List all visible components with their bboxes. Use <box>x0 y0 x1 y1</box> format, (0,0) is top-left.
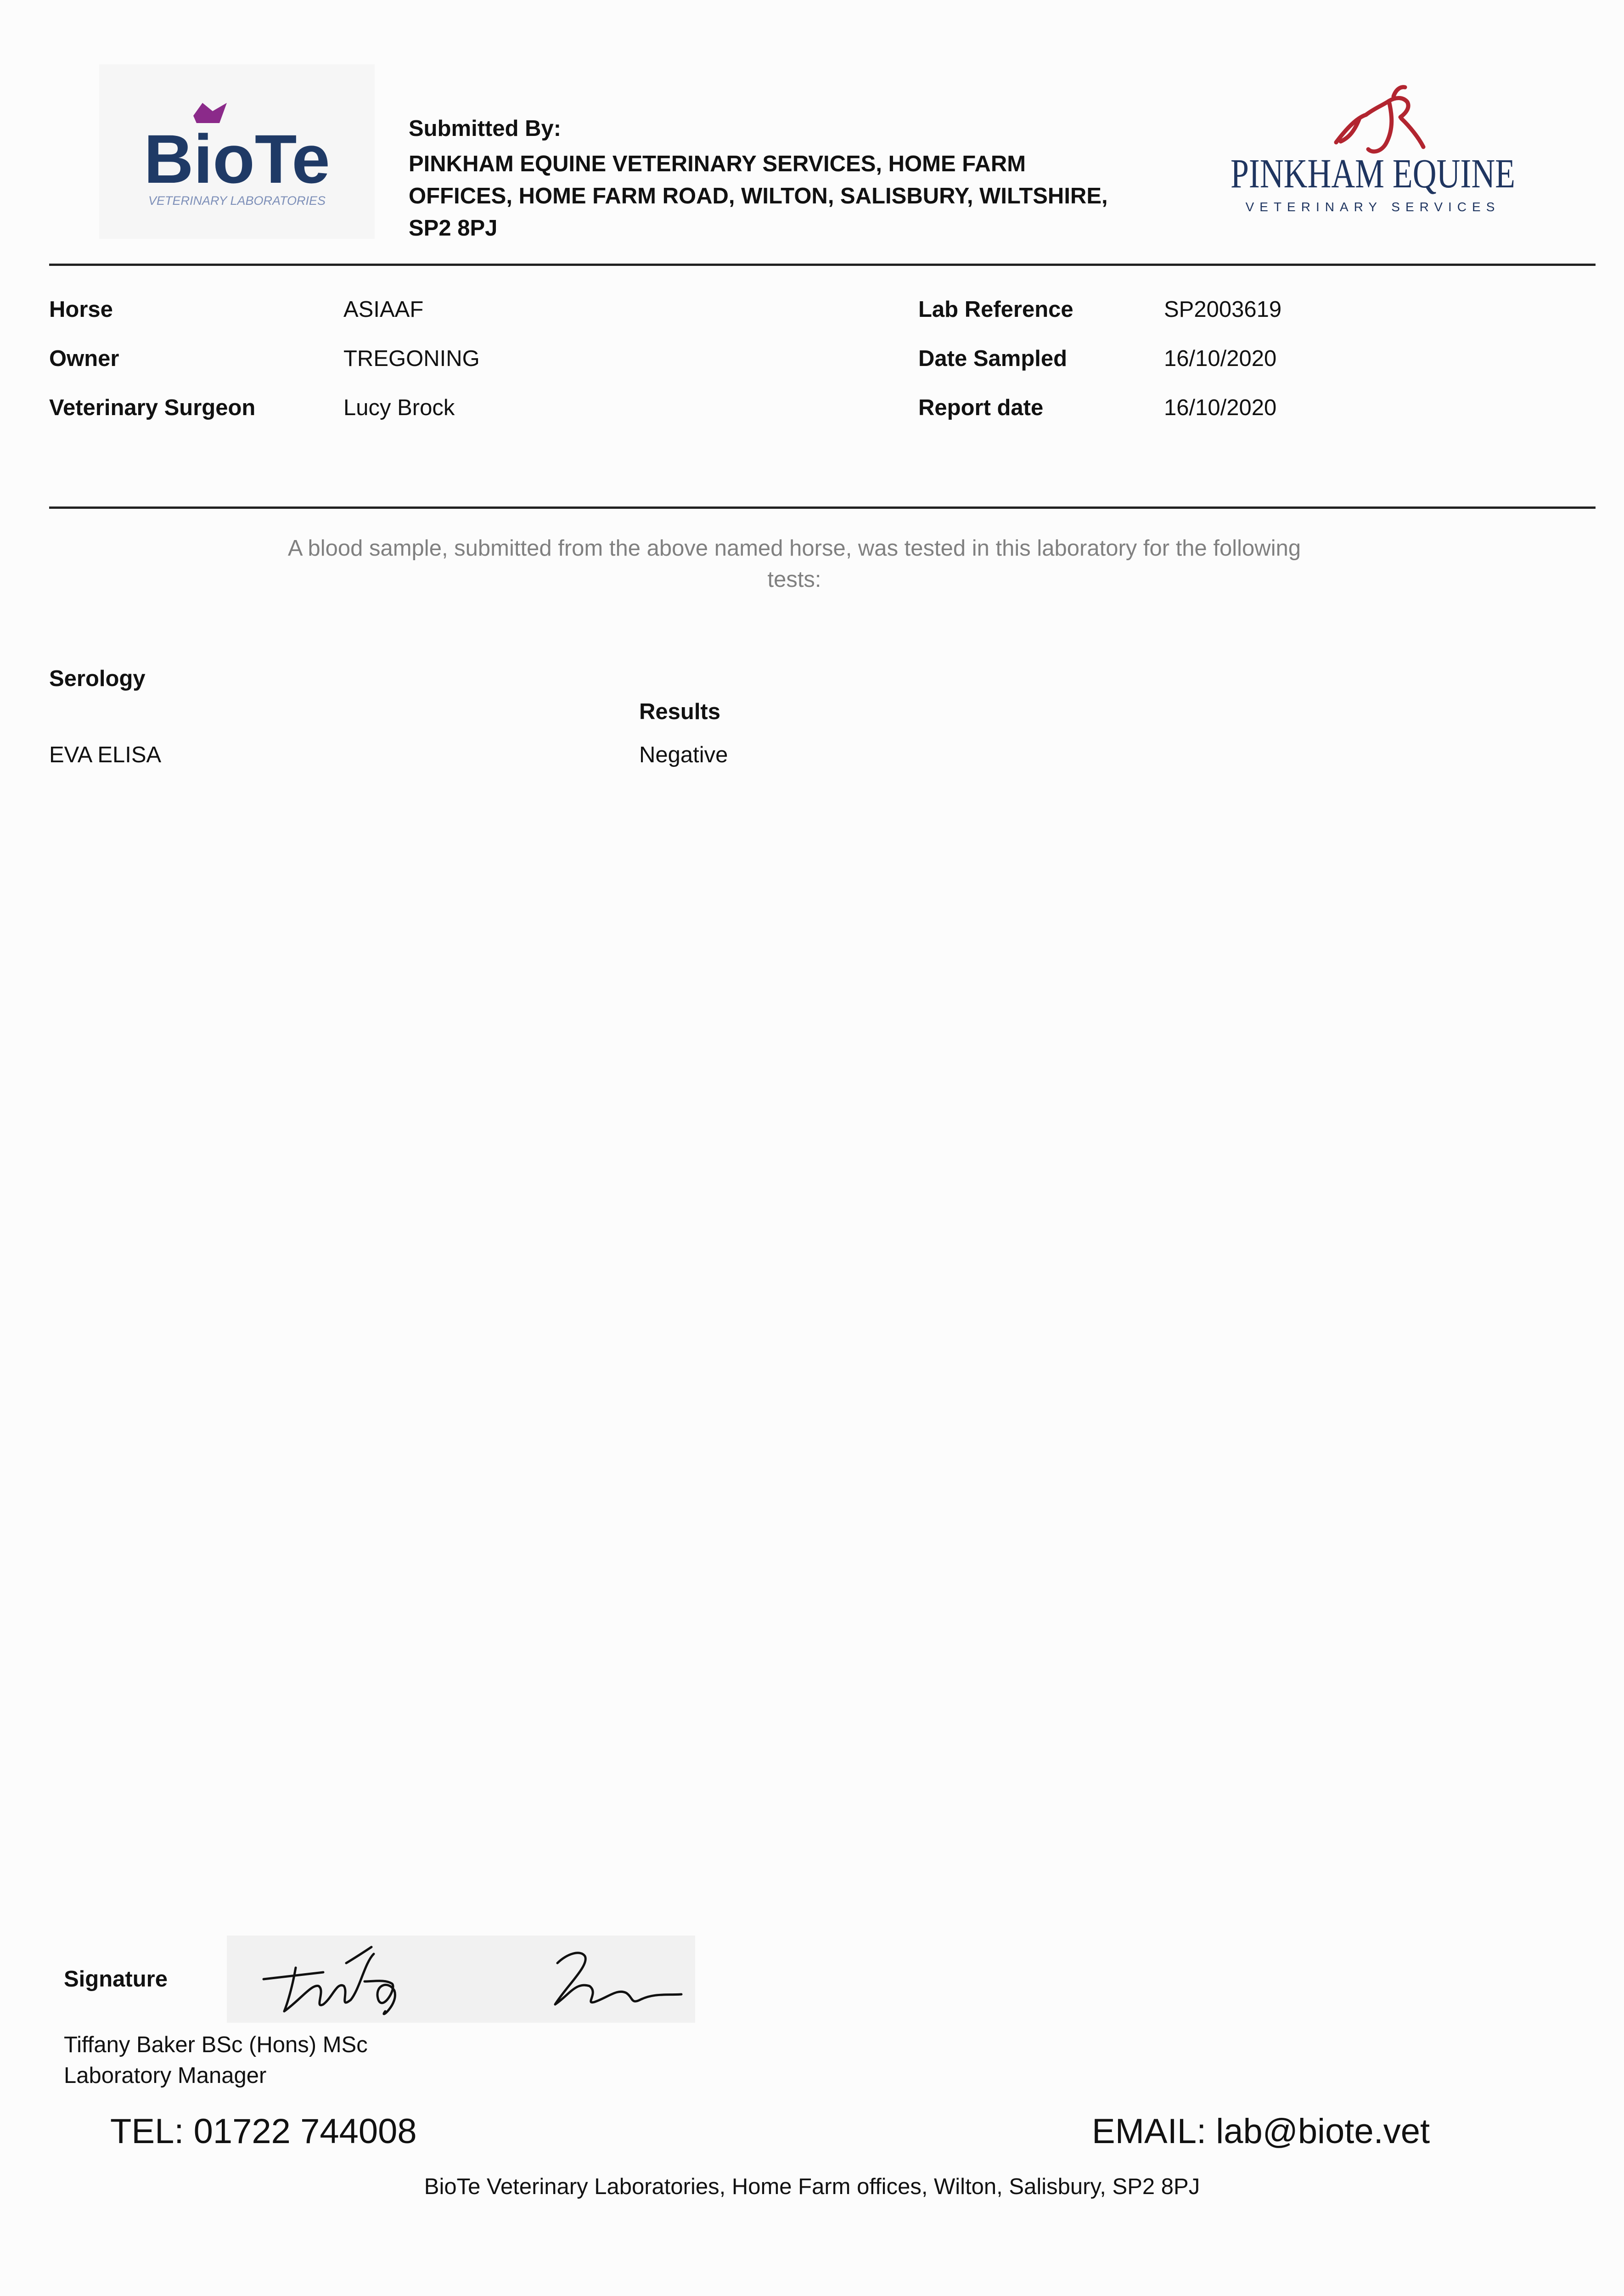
vet-label: Veterinary Surgeon <box>49 395 256 420</box>
signature-image <box>227 1936 695 2023</box>
vet-value: Lucy Brock <box>343 395 455 420</box>
report-date-label: Report date <box>918 395 1044 420</box>
pinkham-subtitle: VETERINARY SERVICES <box>1245 200 1500 214</box>
header-divider <box>49 264 1596 266</box>
owner-label: Owner <box>49 346 119 371</box>
signatory-name: Tiffany Baker BSc (Hons) MSc <box>64 2032 368 2057</box>
date-sampled-label: Date Sampled <box>918 346 1068 371</box>
owner-value: TREGONING <box>343 346 480 371</box>
biote-subtitle: VETERINARY LABORATORIES <box>148 194 326 208</box>
footer-email: EMAIL: lab@biote.vet <box>1092 2112 1430 2151</box>
date-sampled-value: 16/10/2020 <box>1164 346 1277 371</box>
submitted-by-label: Submitted By: <box>409 116 562 141</box>
biote-wordmark: BioTe <box>144 120 330 197</box>
intro-text: A blood sample, submitted from the above named horse, was tested in this laboratory for the following tests: <box>287 536 1301 592</box>
footer-telephone: TEL: 01722 744008 <box>110 2112 417 2151</box>
horse-icon <box>1336 87 1423 152</box>
biote-logo <box>99 64 375 239</box>
report-date-value: 16/10/2020 <box>1164 395 1277 420</box>
test-result: Negative <box>639 743 728 767</box>
horse-label: Horse <box>49 297 113 322</box>
test-name: EVA ELISA <box>49 743 162 767</box>
pinkham-equine-logo <box>1221 73 1524 225</box>
details-divider <box>49 506 1596 509</box>
results-header: Results <box>639 699 721 724</box>
horse-value: ASIAAF <box>343 297 424 322</box>
lab-reference-label: Lab Reference <box>918 297 1073 322</box>
lab-reference-value: SP2003619 <box>1164 297 1282 322</box>
signature-label: Signature <box>64 1967 168 1992</box>
footer-address: BioTe Veterinary Laboratories, Home Farm offices, Wilton, Salisbury, SP2 8PJ <box>424 2174 1200 2199</box>
pinkham-wordmark: PINKHAM EQUINE <box>1231 151 1515 197</box>
submitted-by-address: PINKHAM EQUINE VETERINARY SERVICES, HOME FARM OFFICES, HOME FARM ROAD, WILTON, SALISBURY, WILTSHIRE, SP2 8PJ <box>409 152 1108 241</box>
signatory-title: Laboratory Manager <box>64 2063 267 2088</box>
section-heading-serology: Serology <box>49 666 146 691</box>
